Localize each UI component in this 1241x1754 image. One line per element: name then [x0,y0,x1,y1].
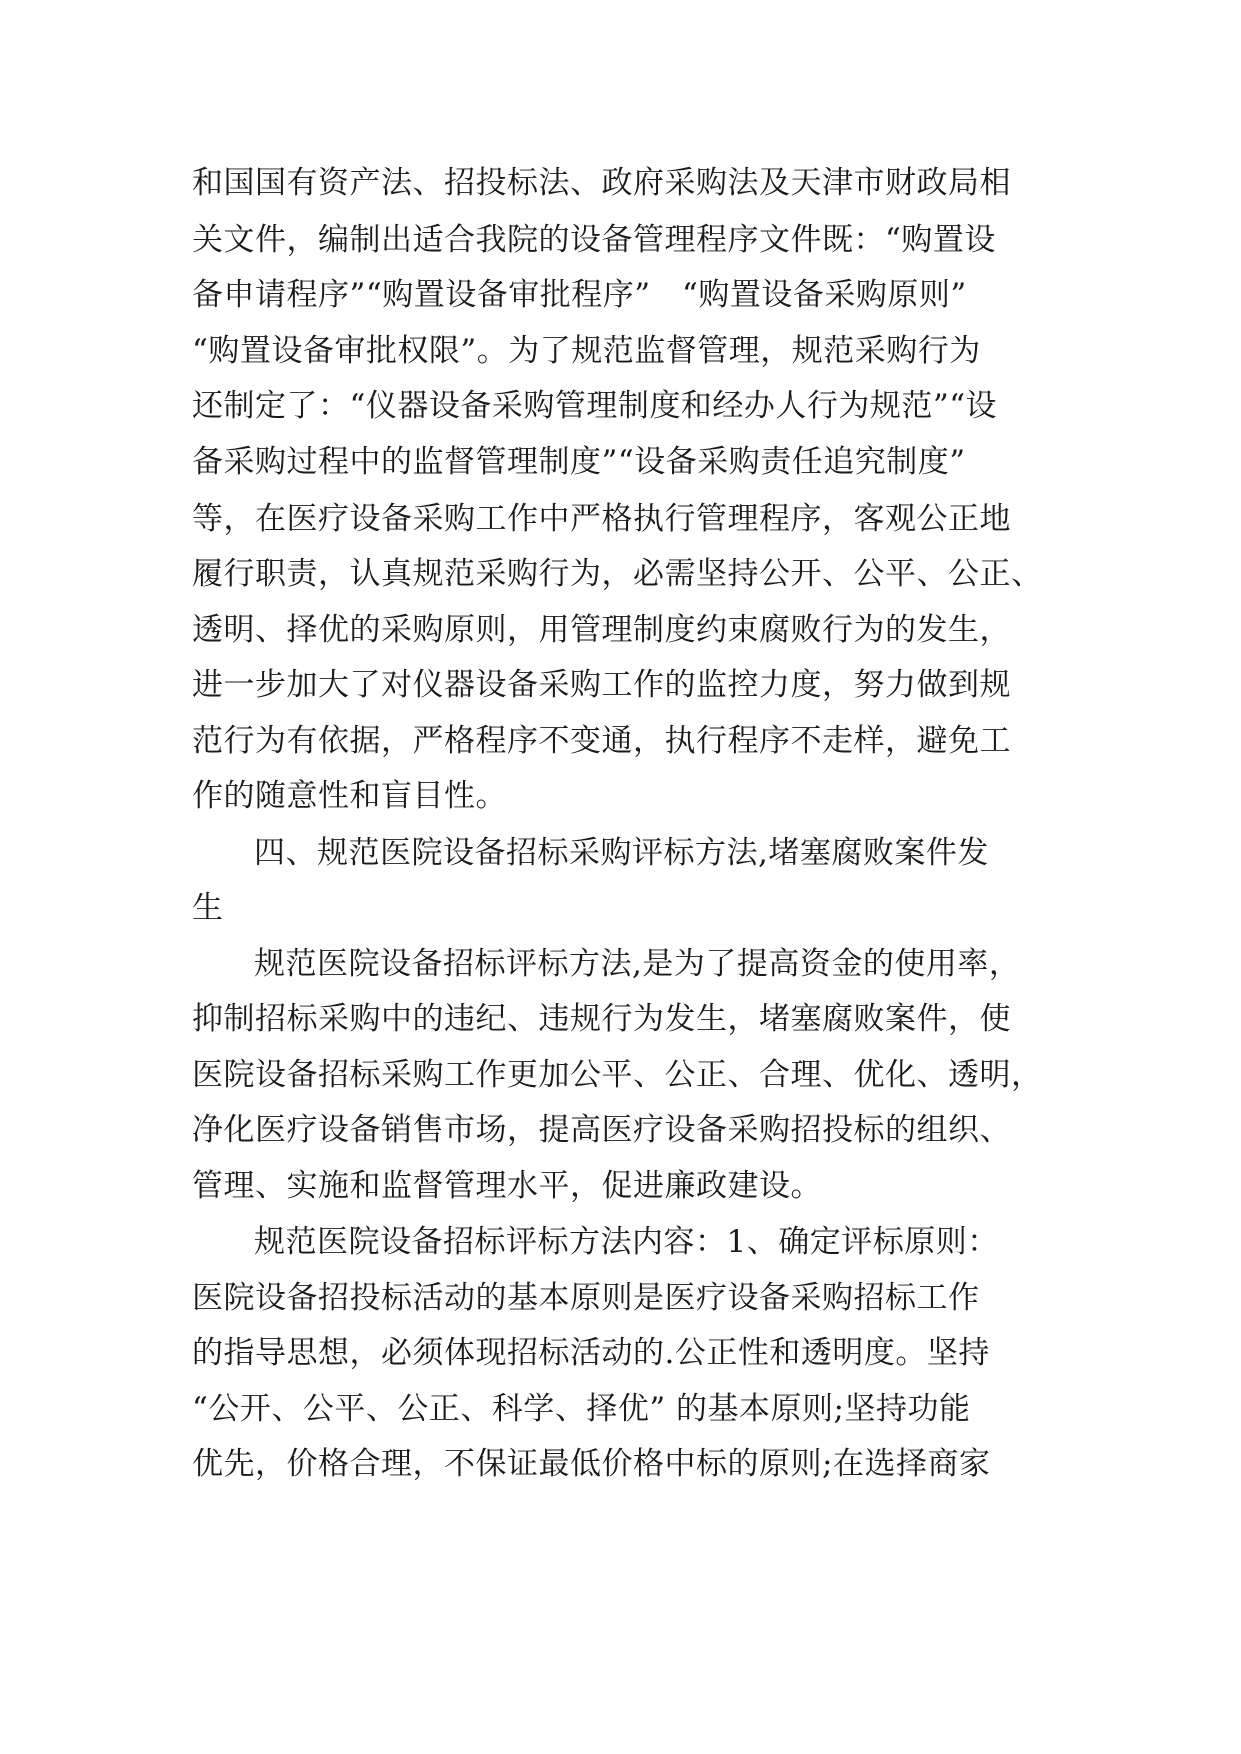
text-line-4: “购置设备审批权限”。为了规范监督管理，规范采购行为 [192,333,981,369]
text-line-20: 规范医院设备招标评标方法内容：1、确定评标原则： [254,1224,999,1260]
text-line-17: 医院设备招标采购工作更加公平、公正、合理、优化、透明， [192,1057,1043,1093]
text-line-16: 抑制招标采购中的违纪、违规行为发生，堵塞腐败案件，使 [192,1001,1011,1037]
text-line-12: 作的随意性和盲目性。 [192,778,507,814]
text-line-7: 等，在医疗设备采购工作中严格执行管理程序，客观公正地 [192,501,1011,537]
text-line-23: “公开、公平、公正、科学、择优” 的基本原则;坚持功能 [192,1391,971,1427]
text-line-9: 透明、择优的采购原则，用管理制度约束腐败行为的发生， [192,612,1011,648]
text-line-5: 还制定了：“仪器设备采购管理制度和经办人行为规范”“设 [192,388,998,424]
text-line-18: 净化医疗设备销售市场，提高医疗设备采购招投标的组织、 [192,1112,1011,1148]
text-line-8: 履行职责，认真规范采购行为，必需坚持公开、公平、公正、 [192,556,1043,592]
text-line-21: 医院设备招投标活动的基本原则是医疗设备采购招标工作 [192,1280,980,1316]
text-line-10: 进一步加大了对仪器设备采购工作的监控力度，努力做到规 [192,667,1011,703]
text-line-2: 关文件，编制出适合我院的设备管理程序文件既：“购置设 [192,222,996,258]
text-line-11: 范行为有依据，严格程序不变通，执行程序不走样，避免工 [192,723,1011,759]
text-line-6: 备采购过程中的监督管理制度”“设备采购责任追究制度” [192,444,966,480]
text-line-1: 和国国有资产法、招投标法、政府采购法及天津市财政局相 [192,165,1011,201]
text-line-3: 备申请程序”“购置设备审批程序” “购置设备采购原则” [192,277,967,313]
section-heading: 四、规范医院设备招标采购评标方法,堵塞腐败案件发 [254,835,989,871]
text-line-19: 管理、实施和监督管理水平，促进廉政建设。 [192,1168,822,1204]
text-line-22: 的指导思想，必须体现招标活动的.公正性和透明度。坚持 [192,1335,990,1371]
text-line-24: 优先，价格合理，不保证最低价格中标的原则;在选择商家 [192,1446,991,1482]
section-heading-continued: 生 [192,890,224,926]
text-line-15: 规范医院设备招标评标方法,是为了提高资金的使用率， [254,946,1021,982]
